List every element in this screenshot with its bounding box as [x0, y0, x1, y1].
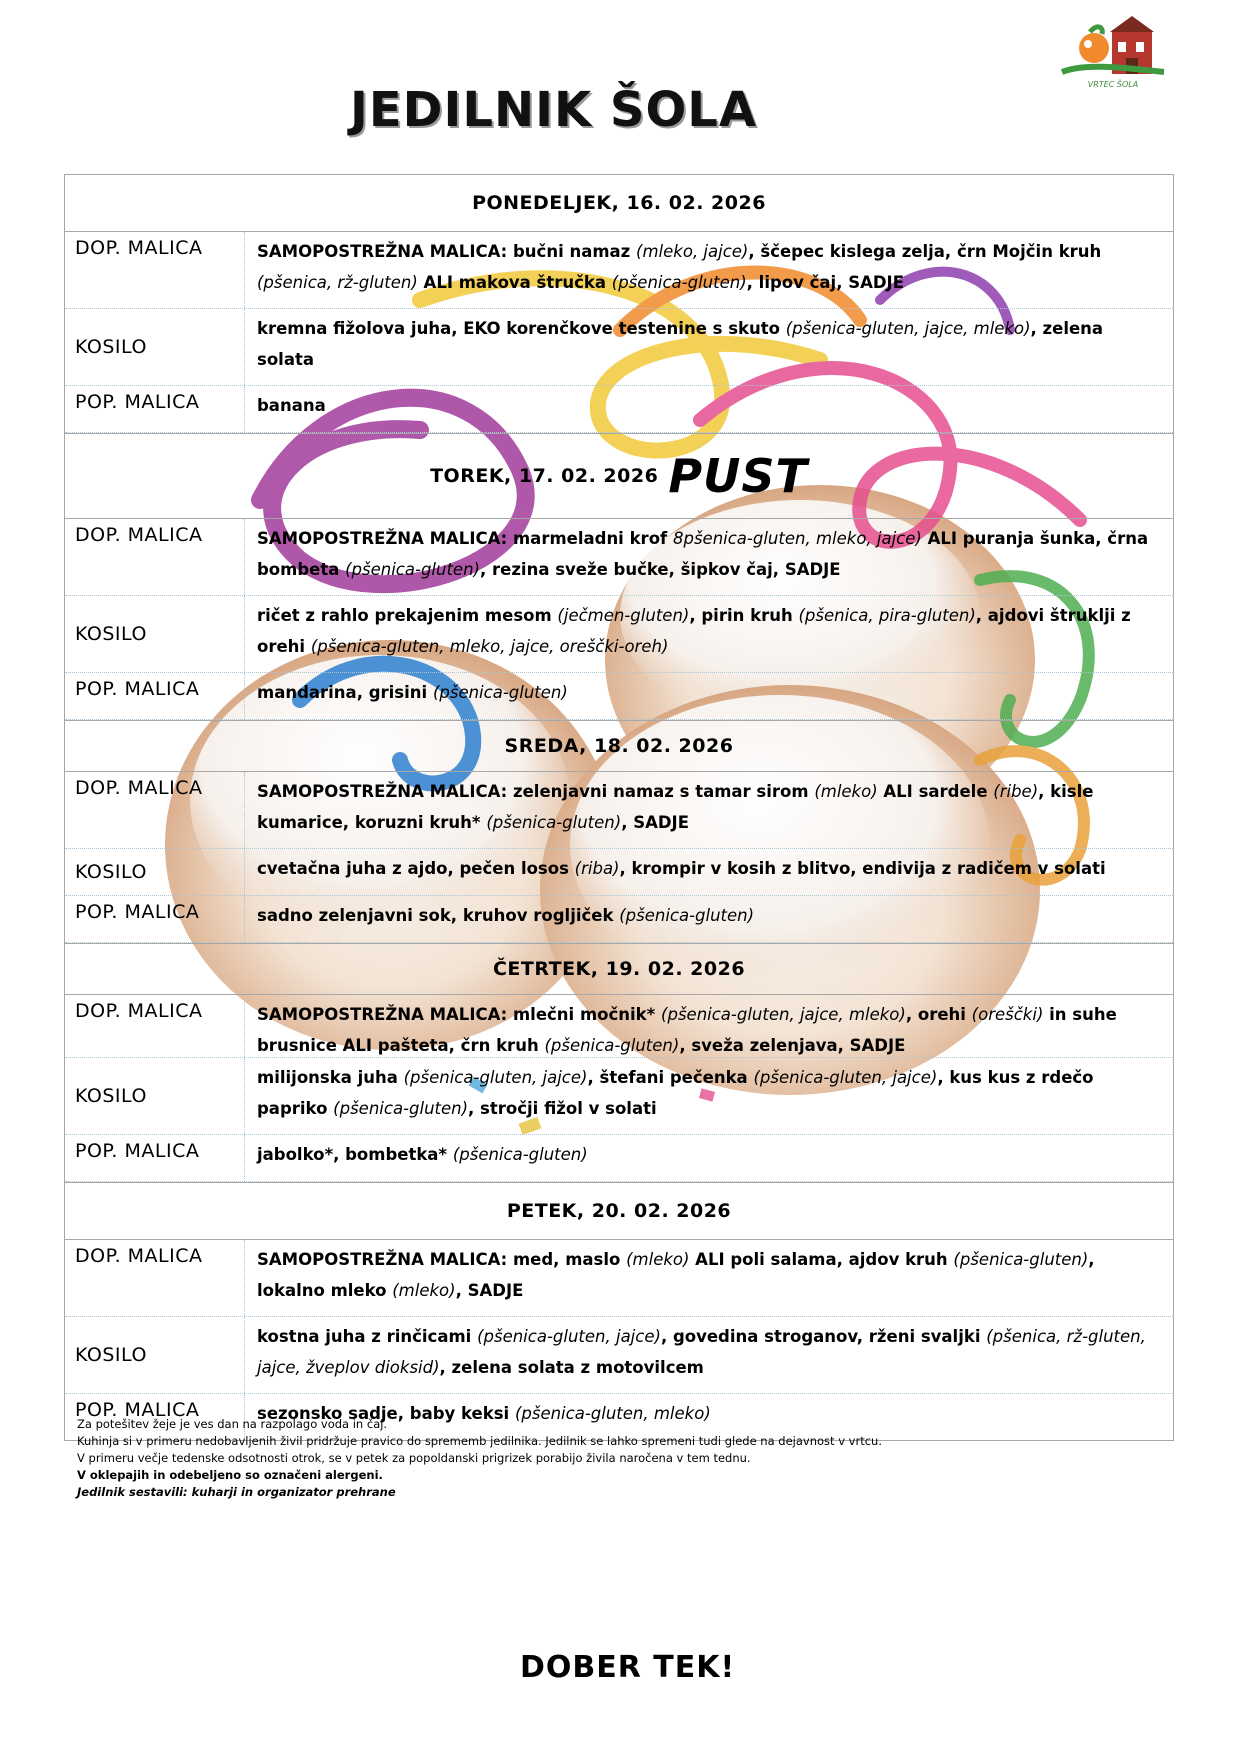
dish-text: , sveža zelenjava, SADJE	[679, 1036, 906, 1055]
meal-label: KOSILO	[65, 849, 245, 895]
meal-description	[245, 772, 1173, 848]
allergen-note: (pšenica-gluten)	[544, 1036, 680, 1055]
dish-text: cvetačna juha z ajdo, pečen losos	[257, 859, 575, 878]
allergen-note: (riba)	[574, 859, 620, 878]
dish-text: , lokalno mleko	[257, 1250, 1095, 1300]
allergen-note: (ribe)	[993, 782, 1039, 801]
note-allergens: V oklepajih in odebeljeno so označeni alergeni.	[77, 1468, 383, 1482]
allergen-note: (pšenica-gluten, jajce)	[477, 1327, 661, 1346]
dish-text: , zelena solata	[257, 319, 1104, 369]
day-date: TOREK, 17. 02. 2026	[430, 465, 659, 487]
day-date: PONEDELJEK, 16. 02. 2026	[472, 192, 766, 214]
allergen-note: 8pšenica-gluten, mleko, jajce)	[672, 529, 922, 548]
dish-text: , stročji fižol v solati	[468, 1099, 657, 1118]
meal-description	[245, 896, 1173, 942]
meal-description	[245, 386, 1173, 432]
meal-description	[245, 1240, 1173, 1316]
meal-description	[245, 673, 1173, 719]
allergen-note: (mleko)	[392, 1281, 456, 1300]
meal-label: POP. MALICA	[65, 386, 245, 432]
meal-label: KOSILO	[65, 596, 245, 672]
meal-row	[65, 1135, 1173, 1182]
meal-row	[65, 1058, 1173, 1135]
day-header	[65, 1182, 1173, 1240]
dish-text: , štefani pečenka	[587, 1068, 754, 1087]
dish-text: , krompir v kosih z blitvo, endivija z radičem v solati	[619, 859, 1106, 878]
dish-text: ALI puranja šunka, črna bombeta	[257, 529, 1149, 579]
dish-text: SAMOPOSTREŽNA MALICA: zelenjavni namaz s tamar sirom	[257, 782, 815, 801]
day-header	[65, 720, 1173, 772]
dish-text: sezonsko sadje, baby keksi	[257, 1404, 515, 1423]
meal-row	[65, 849, 1173, 896]
note-changes: Kuhinja si v primeru nedobavljenih živil pridržuje pravico do sprememb jedilnika. Jedilnik se lahko spremeni tudi glede na dejavnost v vrtcu.	[77, 1434, 882, 1448]
allergen-note: (pšenica, rž-gluten, jajce, žveplov dioksid)	[257, 1327, 1146, 1377]
dish-text: ALI makova štručka	[417, 273, 612, 292]
day-date: ČETRTEK, 19. 02. 2026	[492, 958, 746, 980]
dish-text: , zelena solata z motovilcem	[439, 1358, 704, 1377]
meal-row	[65, 1240, 1173, 1317]
dish-text: SAMOPOSTREŽNA MALICA: med, maslo	[257, 1250, 627, 1269]
allergen-note: (pšenica-gluten)	[619, 906, 755, 925]
day-header	[65, 943, 1173, 995]
meal-label: DOP. MALICA	[65, 995, 245, 1057]
meal-description	[245, 995, 1173, 1057]
meal-row	[65, 1317, 1173, 1394]
dish-text: SAMOPOSTREŽNA MALICA: mlečni močnik*	[257, 1005, 662, 1024]
dish-text: banana	[257, 396, 326, 415]
dish-text: , ajdovi štruklji z orehi	[257, 606, 1131, 656]
page-title: JEDILNIK ŠOLA	[350, 82, 757, 138]
meal-description	[245, 309, 1173, 385]
meal-description	[245, 596, 1173, 672]
logo-text: VRTEC ŠOLA	[1087, 80, 1139, 89]
dish-text: , kus kus z rdečo papriko	[257, 1068, 1094, 1118]
note-water: Za potešitev žeje je ves dan na razpolago voda in čaj.	[77, 1417, 388, 1431]
day-date: PETEK, 20. 02. 2026	[506, 1200, 732, 1222]
meal-label: POP. MALICA	[65, 896, 245, 942]
meal-row	[65, 995, 1173, 1058]
dish-text: ričet z rahlo prekajenim mesom	[257, 606, 558, 625]
allergen-note: (pšenica-gluten)	[611, 273, 747, 292]
meal-label: POP. MALICA	[65, 1135, 245, 1181]
allergen-note: (pšenica-gluten)	[345, 560, 480, 579]
school-logo	[1052, 14, 1174, 94]
allergen-note: (mleko, jajce)	[636, 242, 749, 261]
allergen-note: (pšenica-gluten, jajce)	[753, 1068, 938, 1087]
allergen-note: (pšenica-gluten, jajce, mleko)	[661, 1005, 906, 1024]
allergen-note: (pšenica-gluten)	[333, 1099, 469, 1118]
allergen-note: (pšenica-gluten)	[486, 813, 622, 832]
meal-row	[65, 772, 1173, 849]
meal-label: KOSILO	[65, 1058, 245, 1134]
meal-description	[245, 1317, 1173, 1393]
dish-text: mandarina, grisini	[257, 683, 433, 702]
note-authors: Jedilnik sestavili: kuharji in organizator prehrane	[77, 1485, 396, 1499]
dish-text: ALI sardele	[877, 782, 994, 801]
allergen-note: (pšenica-gluten)	[953, 1250, 1089, 1269]
dish-text: , pirin kruh	[689, 606, 799, 625]
meal-description	[245, 519, 1173, 595]
dish-text: kostna juha z rinčicami	[257, 1327, 478, 1346]
meal-description	[245, 1135, 1173, 1181]
meal-row	[65, 232, 1173, 309]
meal-row	[65, 673, 1173, 720]
allergen-note: (pšenica, rž-gluten)	[257, 273, 418, 292]
meal-description	[245, 232, 1173, 308]
meal-label: POP. MALICA	[65, 673, 245, 719]
meal-row	[65, 386, 1173, 433]
carnival-label: PUST	[668, 449, 808, 503]
dish-text: , SADJE	[621, 813, 689, 832]
dish-text: , SADJE	[455, 1281, 524, 1300]
dish-text: , govedina stroganov, rženi svaljki	[660, 1327, 987, 1346]
dish-text: , kisle kumarice, koruzni kruh*	[257, 782, 1094, 832]
allergen-note: (mleko)	[626, 1250, 690, 1269]
allergen-note: (pšenica-gluten, jajce)	[403, 1068, 588, 1087]
dish-text: sadno zelenjavni sok, kruhov rogljiček	[257, 906, 620, 925]
dish-text: , ščepec kislega zelja, črn Mojčin kruh	[748, 242, 1102, 261]
allergen-note: (ječmen-gluten)	[557, 606, 690, 625]
dish-text: milijonska juha	[257, 1068, 404, 1087]
menu-table	[64, 174, 1174, 1441]
meal-label: KOSILO	[65, 309, 245, 385]
dish-text: kremna fižolova juha, EKO korenčkove testenine s skuto	[257, 319, 786, 338]
allergen-note: (pšenica, pira-gluten)	[798, 606, 976, 625]
meal-label: POP. MALICA	[65, 1394, 245, 1440]
day-header	[65, 433, 1173, 519]
allergen-note: (oreščki)	[971, 1005, 1044, 1024]
allergen-note: (pšenica-gluten, mleko, jajce, oreščki-oreh)	[310, 637, 669, 656]
meal-row	[65, 519, 1173, 596]
meal-row	[65, 309, 1173, 386]
meal-row	[65, 896, 1173, 943]
meal-label: KOSILO	[65, 1317, 245, 1393]
allergen-note: (pšenica-gluten)	[452, 1145, 588, 1164]
day-date: SREDA, 18. 02. 2026	[504, 735, 734, 757]
notes	[77, 1416, 977, 1501]
meal-description	[245, 1058, 1173, 1134]
dish-text: SAMOPOSTREŽNA MALICA: bučni namaz	[257, 242, 637, 261]
meal-label: DOP. MALICA	[65, 519, 245, 595]
allergen-note: (mleko)	[814, 782, 878, 801]
allergen-note: (pšenica-gluten, jajce, mleko)	[785, 319, 1031, 338]
note-absence: V primeru večje tedenske odsotnosti otrok, se v petek za popoldanski prigrizek porabijo živila naročena v tem tednu.	[77, 1451, 751, 1465]
meal-label: DOP. MALICA	[65, 232, 245, 308]
allergen-note: (pšenica-gluten, mleko)	[514, 1404, 711, 1423]
dish-text: , lipov čaj, SADJE	[746, 273, 904, 292]
dish-text: , rezina sveže bučke, šipkov čaj, SADJE	[479, 560, 841, 579]
meal-label: DOP. MALICA	[65, 772, 245, 848]
dish-text: jabolko*, bombetka*	[257, 1145, 453, 1164]
dish-text: , orehi	[905, 1005, 972, 1024]
allergen-note: (pšenica-gluten)	[432, 683, 568, 702]
dish-text: SAMOPOSTREŽNA MALICA: marmeladni krof	[257, 529, 673, 548]
meal-description	[245, 849, 1173, 895]
meal-label: DOP. MALICA	[65, 1240, 245, 1316]
dish-text: ALI poli salama, ajdov kruh	[689, 1250, 954, 1269]
day-header	[65, 175, 1173, 232]
meal-row	[65, 596, 1173, 673]
dish-text: in suhe brusnice ALI pašteta, črn kruh	[257, 1005, 1117, 1055]
footer-greeting: DOBER TEK!	[520, 1650, 736, 1685]
